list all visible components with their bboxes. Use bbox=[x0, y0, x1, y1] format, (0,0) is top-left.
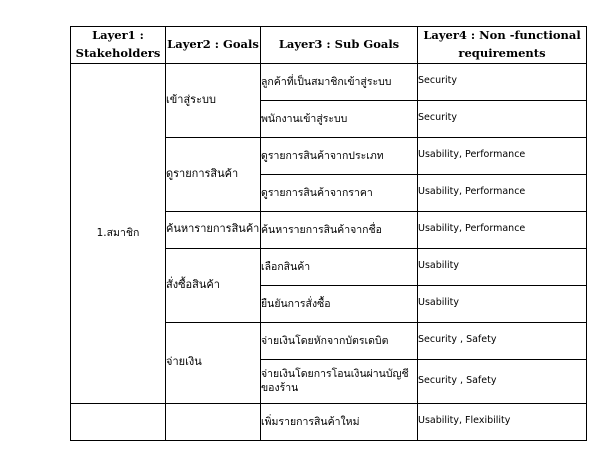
goal-cell-add-product bbox=[166, 403, 261, 440]
nfr-cell: Usability bbox=[418, 285, 587, 322]
nfr-cell: Security , Safety bbox=[418, 359, 587, 403]
subgoal-cell: ดูรายการสินค้าจากประเภท bbox=[261, 137, 418, 174]
header-layer1-line1: Layer1 : bbox=[92, 28, 144, 42]
header-layer4-line1: Layer4 : Non -functional bbox=[423, 28, 581, 42]
stakeholder-cell-member: 1.สมาชิก bbox=[71, 63, 166, 403]
subgoal-line1: จ่ายเงินโดยการโอนเงินผ่านบัญชี bbox=[261, 367, 409, 380]
goal-cell-order: สั่งซื้อสินค้า bbox=[166, 248, 261, 322]
nfr-cell: Security bbox=[418, 63, 587, 100]
subgoal-cell: เลือกสินค้า bbox=[261, 248, 418, 285]
goal-cell-view-products: ดูรายการสินค้า bbox=[166, 137, 261, 211]
stakeholder-cell-next bbox=[71, 403, 166, 440]
goal-cell-login: เข้าสู่ระบบ bbox=[166, 63, 261, 137]
header-layer3: Layer3 : Sub Goals bbox=[261, 27, 418, 64]
goals-table bbox=[70, 26, 587, 441]
header-layer4 bbox=[418, 27, 587, 64]
subgoal-cell: พนักงานเข้าสู่ระบบ bbox=[261, 100, 418, 137]
header-layer4-line2: requirements bbox=[458, 45, 546, 60]
subgoal-cell: เพิ่มรายการสินค้าใหม่ bbox=[261, 403, 418, 440]
subgoal-cell: จ่ายเงินโดยหักจากบัตรเดบิต bbox=[261, 322, 418, 359]
nfr-cell: Usability, Performance bbox=[418, 211, 587, 248]
subgoal-cell: ยืนยันการสั่งซื้อ bbox=[261, 285, 418, 322]
table-header-row bbox=[71, 27, 587, 64]
header-layer2: Layer2 : Goals bbox=[166, 27, 261, 64]
nfr-cell: Usability bbox=[418, 248, 587, 285]
subgoal-cell: ลูกค้าที่เป็นสมาชิกเข้าสู่ระบบ bbox=[261, 63, 418, 100]
subgoal-line2: ของร้าน bbox=[261, 382, 299, 395]
subgoal-cell: ค้นหารายการสินค้าจากชื่อ bbox=[261, 211, 418, 248]
header-layer1-line2: Stakeholders bbox=[75, 45, 161, 60]
nfr-cell: Security bbox=[418, 100, 587, 137]
goal-cell-search-products: ค้นหารายการสินค้า bbox=[166, 211, 261, 248]
header-layer1 bbox=[71, 27, 166, 64]
table-row bbox=[71, 63, 587, 100]
subgoal-cell: ดูรายการสินค้าจากราคา bbox=[261, 174, 418, 211]
nfr-cell: Security , Safety bbox=[418, 322, 587, 359]
goal-cell-payment: จ่ายเงิน bbox=[166, 322, 261, 403]
subgoal-cell bbox=[261, 359, 418, 403]
table-row bbox=[71, 403, 587, 440]
nfr-cell: Usability, Performance bbox=[418, 174, 587, 211]
nfr-cell: Usability, Performance bbox=[418, 137, 587, 174]
nfr-cell: Usability, Flexibility bbox=[418, 403, 587, 440]
